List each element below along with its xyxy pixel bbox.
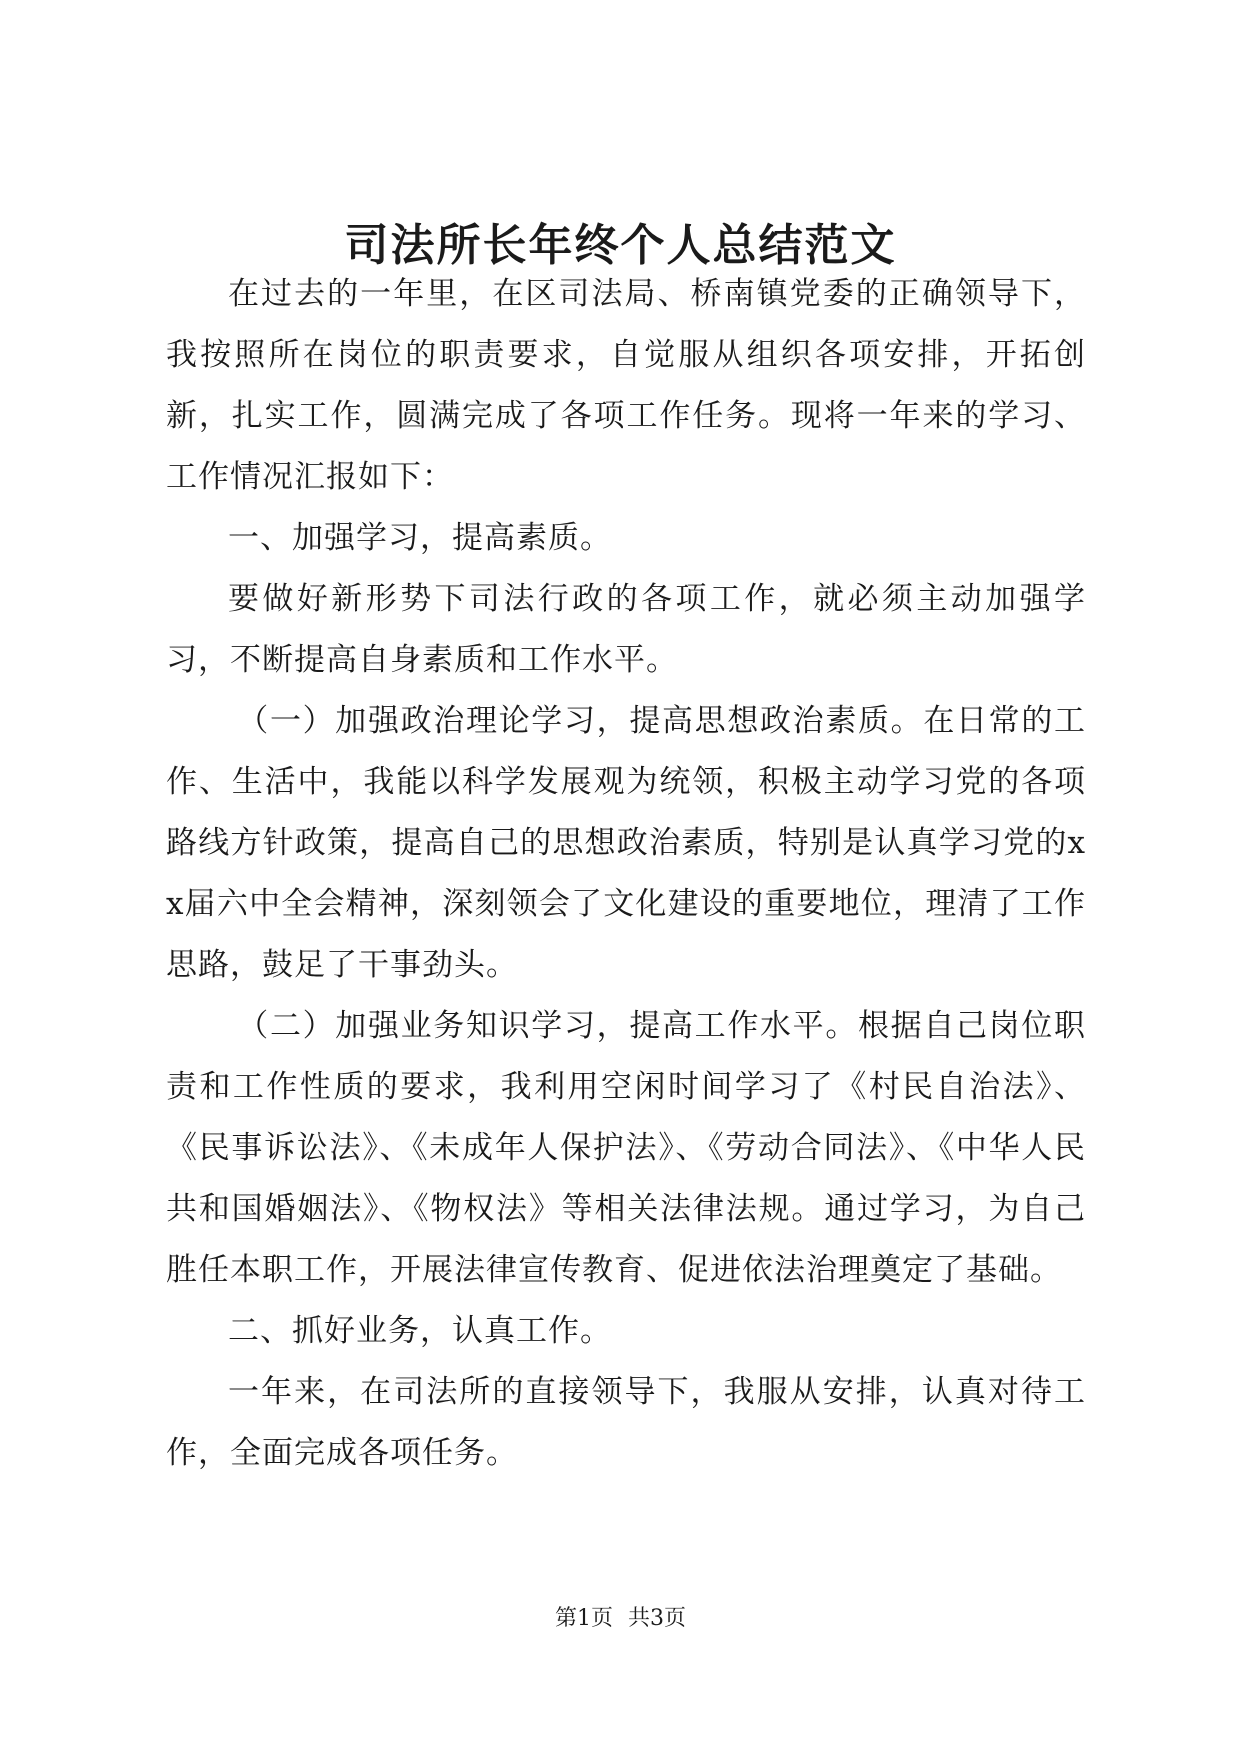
paragraph-section-2: 一年来，在司法所的直接领导下，我服从安排，认真对待工作，全面完成各项任务。 — [166, 1374, 1086, 1471]
page-number: 第1页 — [555, 1606, 613, 1631]
page-total: 共3页 — [628, 1606, 686, 1631]
paragraph-intro: 在过去的一年里，在区司法局、桥南镇党委的正确领导下，我按照所在岗位的职责要求，自觉服从组织各项安排，开拓创新，扎实工作，圆满完成了各项工作任务。现将一年来的学习、工作情况汇报如下： — [166, 276, 1086, 495]
paragraph-subsection-1: （一）加强政治理论学习，提高思想政治素质。在日常的工作、生活中，我能以科学发展观为统领，积极主动学习党的各项路线方针政策，提高自己的思想政治素质，特别是认真学习党的xx届六中全会精神，深刻领会了文化建设的重要地位，理清了工作思路，鼓足了干事劲头。 — [166, 703, 1086, 983]
document-title: 司法所长年终个人总结范文 — [344, 220, 897, 271]
paragraph-section-1: 要做好新形势下司法行政的各项工作，就必须主动加强学习，不断提高自身素质和工作水平。 — [166, 581, 1086, 678]
section-heading-2: 二、抓好业务，认真工作。 — [228, 1313, 612, 1349]
page-footer — [0, 1604, 1241, 1634]
document-body — [166, 264, 1086, 1484]
paragraph-subsection-2: （二）加强业务知识学习，提高工作水平。根据自己岗位职责和工作性质的要求，我利用空闲时间学习了《村民自治法》、《民事诉讼法》、《未成年人保护法》、《劳动合同法》、《中华人民共和国婚姻法》、《物权法》等相关法律法规。通过学习，为自己胜任本职工作，开展法律宣传教育、促进依法治理奠定了基础。 — [166, 1008, 1086, 1288]
section-heading-1: 一、加强学习，提高素质。 — [228, 520, 612, 556]
